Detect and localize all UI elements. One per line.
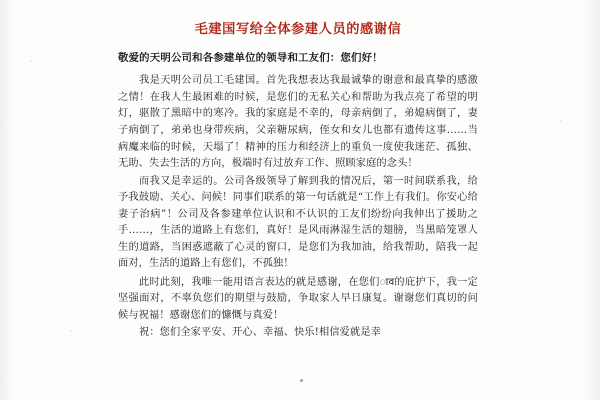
letter-paragraph: 而我又是幸运的。公司各级领导了解到我的情况后，第一时间联系我，给予我鼓励、关心、问候！同事们联系的第一句话就是“工作上有我们。你安心给妻子治病”！公司及各参建单位认识和不认识的工友们纷纷向我伸出了援助之手……，生活的道路上有您们，真好！是风雨淋湿生活的翅膀，当黑暗笼罩人生的道路，当困惑遮蔽了心灵的窗口，是您们为我加油，给我帮助，陪我一起面对，生活的道路上有您们，不孤独！ <box>118 175 478 270</box>
letter-paragraph: 我是天明公司员工毛建国。首先我想表达我最诚挚的谢意和最真挚的感激之情！在我人生最困难的时候，是您们的无私关心和帮助为我点亮了希望的明灯，驱散了黑暗中的寒冷。我的家庭是不幸的，母亲病倒了，弟媳病倒了，妻子病倒了，弟弟也身带疾病，父亲糖尿病，侄女和女儿也都有遗传这事……当病魔来临的时候，天塌了！精神的压力和经济上的重负一度使我迷茫、孤独、无助、失去生活的方向，极端时有过放弃工作、照顾家庭的念头！ <box>118 75 478 170</box>
paper-speck <box>70 330 72 332</box>
ink-dot-mark <box>300 379 303 382</box>
page-title: 毛建国写给全体参建人员的感谢信 <box>194 22 402 37</box>
letter-wish: 祝：您们全家平安、开心、幸福、快乐!相信爱就是幸 <box>139 327 382 339</box>
paper-speck <box>560 120 562 122</box>
letter-body <box>118 22 478 343</box>
paper-speck <box>30 60 32 62</box>
letter-paragraph: 此时此刻，我唯一能用语言表达的就是感谢，在您们ाव的庇护下，我一定坚强面对，不辜负您们的期望与鼓励，争取家人早日康复。谢谢您们真切的问候与祝福！感谢您们的慷慨与真爱！ <box>118 276 478 321</box>
letter-salutation: 敬爱的天明公司和各参建单位的领导和工友们：您们好！ <box>118 51 383 64</box>
